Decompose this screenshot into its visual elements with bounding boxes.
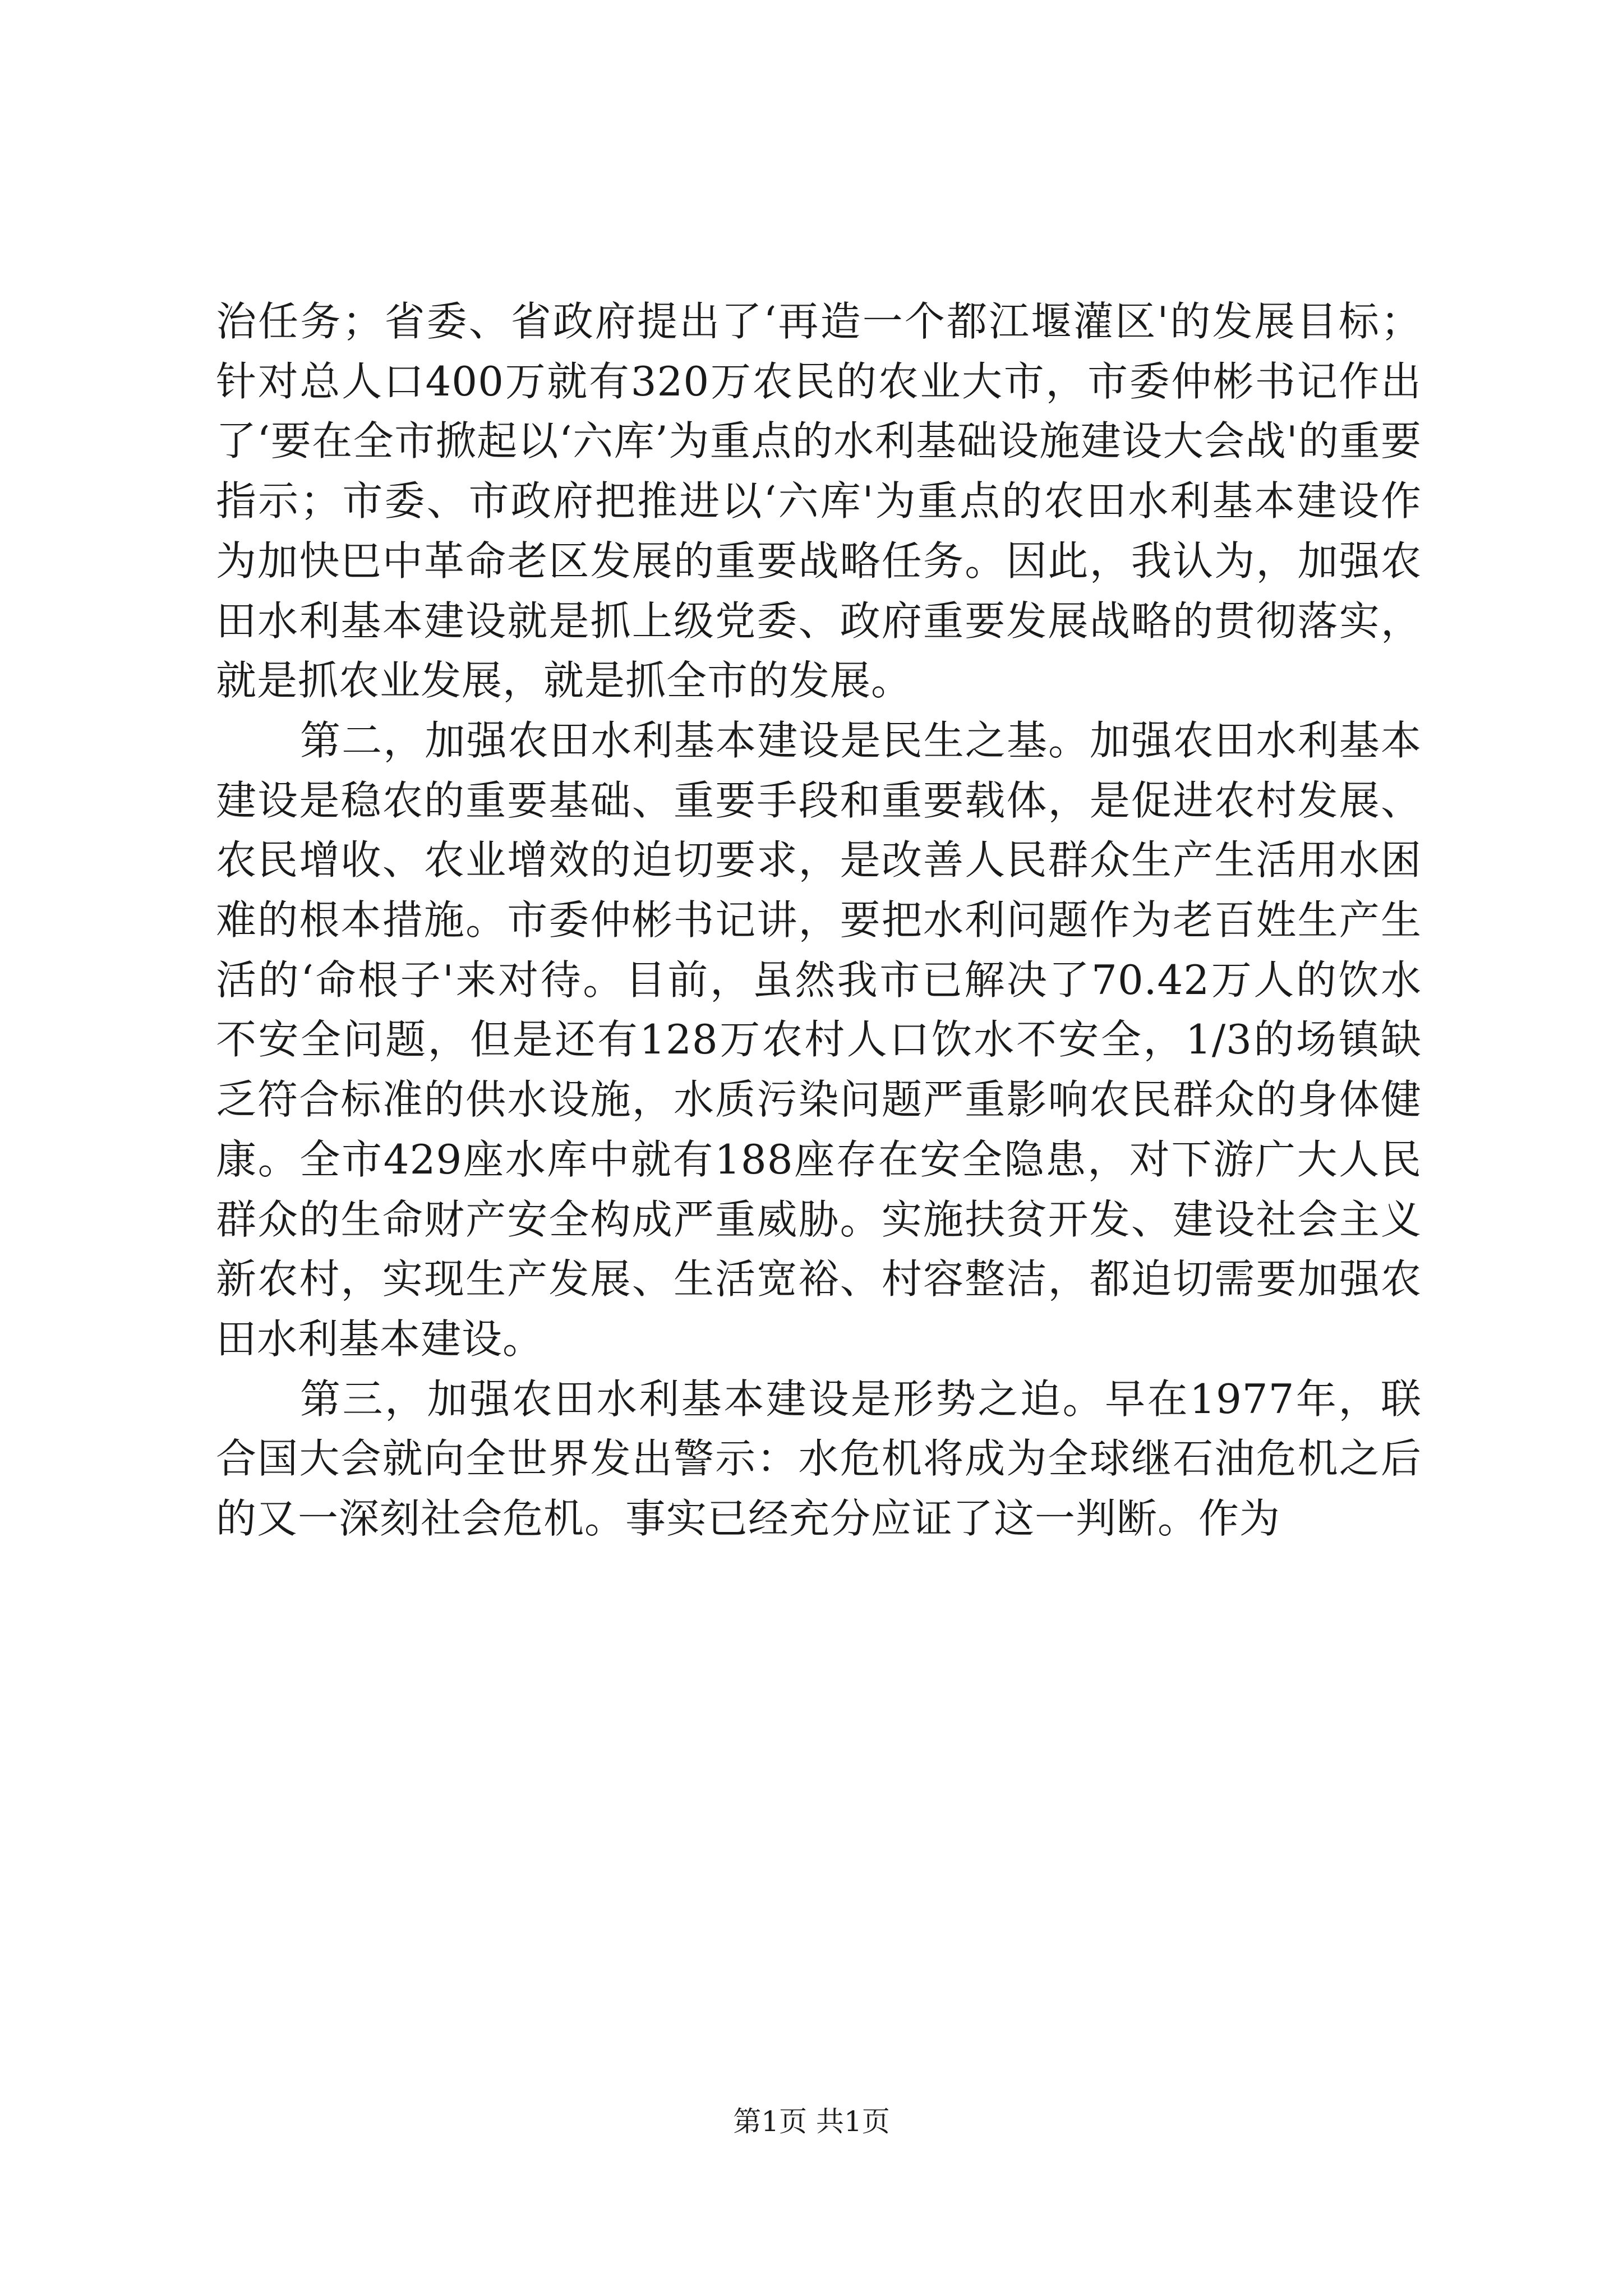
paragraph-2: 第二，加强农田水利基本建设是民生之基。加强农田水利基本建设是稳农的重要基础、重要手段和重要载体，是促进农村发展、农民增收、农业增效的迫切要求，是改善人民群众生产生活用水困难的根本措施。市委仲彬书记讲，要把水利问题作为老百姓生产生活的‘命根子'来对待。目前，虽然我市已解决了70.42万人的饮水不安全问题，但是还有128万农村人口饮水不安全，1/3的场镇缺乏符合标准的供水设施，水质污染问题严重影响农民群众的身体健康。全市429座水库中就有188座存在安全隐患，对下游广大人民群众的生命财产安全构成严重威胁。实施扶贫开发、建设社会主义新农村，实现生产发展、生活宽裕、村容整洁，都迫切需要加强农田水利基本建设。 xyxy=(216,716,1422,1363)
paragraph-3: 第三，加强农田水利基本建设是形势之迫。早在1977年，联合国大会就向全世界发出警示：水危机将成为全球继石油危机之后的又一深刻社会危机。事实已经充分应证了这一判断。作为 xyxy=(216,1375,1422,1543)
page-footer: 第1页 共1页 xyxy=(733,2105,890,2138)
document-body xyxy=(216,292,1422,1549)
paragraph-1: 治任务；省委、省政府提出了‘再造一个都江堰灌区'的发展目标；针对总人口400万就有320万农民的农业大市，市委仲彬书记作出了‘要在全市掀起以‘六库’为重点的水利基础设施建设大会战'的重要指示；市委、市政府把推进以‘六库'为重点的农田水利基本建设作为加快巴中革命老区发展的重要战略任务。因此，我认为，加强农田水利基本建设就是抓上级党委、政府重要发展战略的贯彻落实，就是抓农业发展，就是抓全市的发展。 xyxy=(216,298,1422,705)
